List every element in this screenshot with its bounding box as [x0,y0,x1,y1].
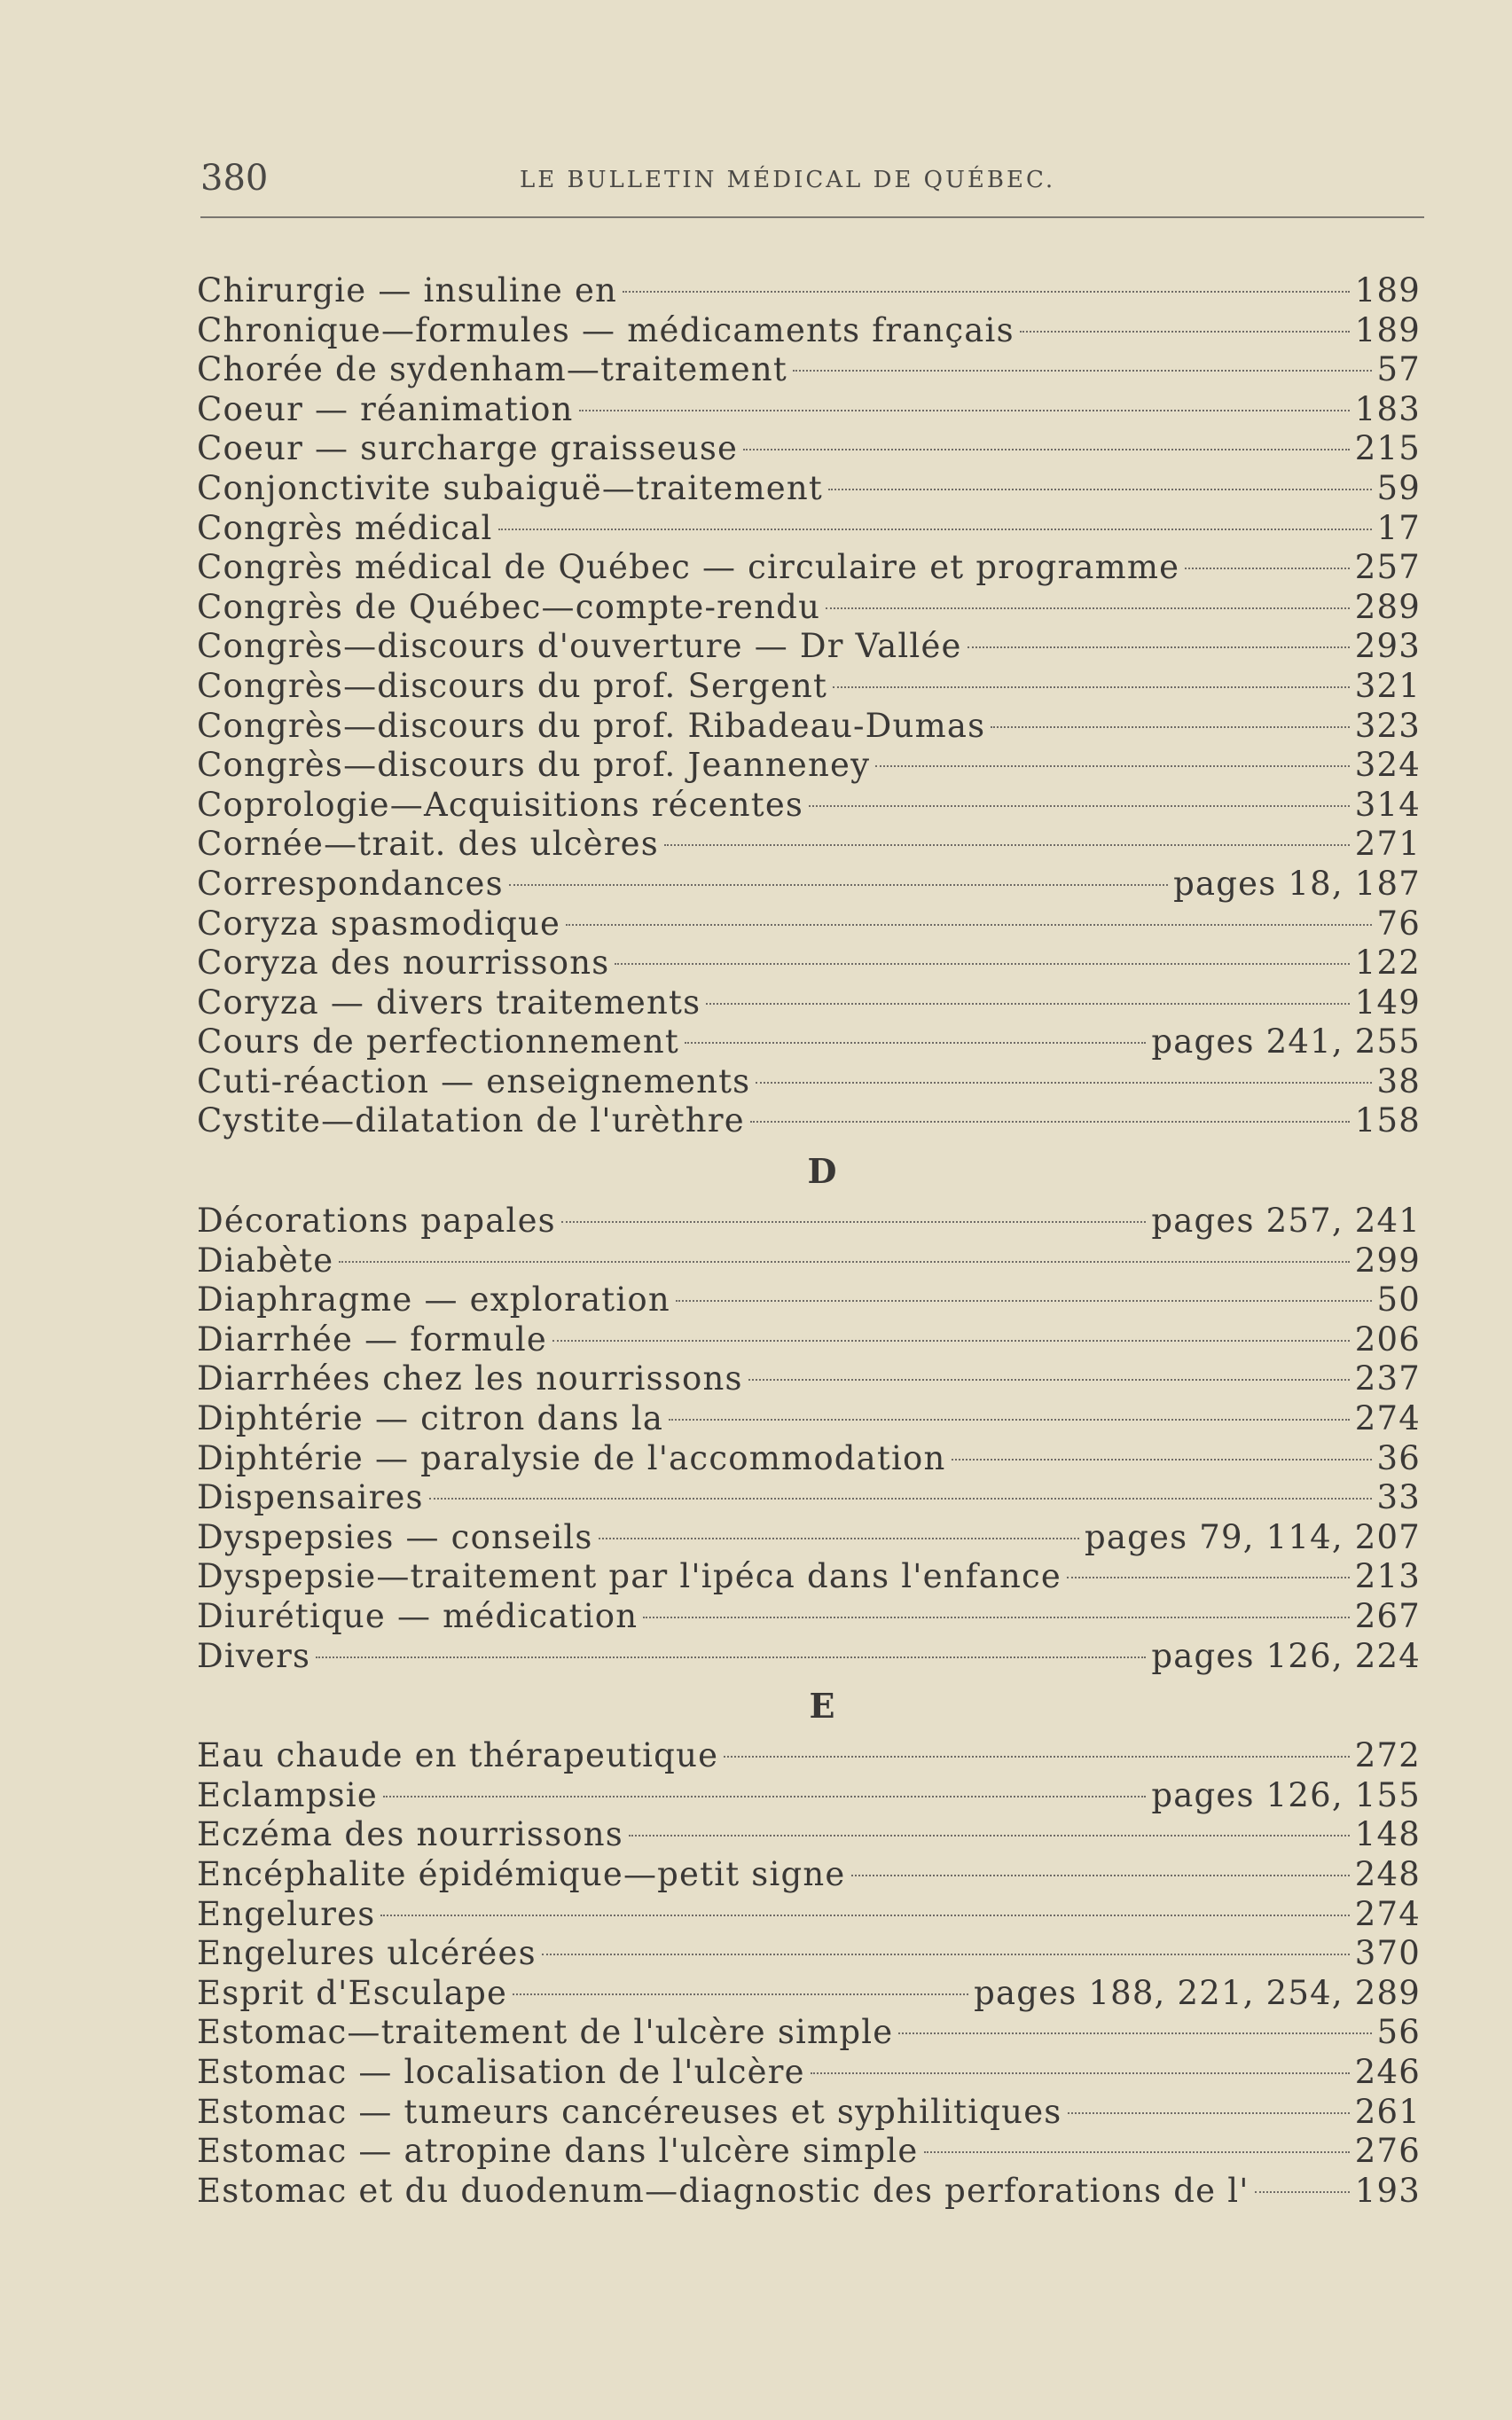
entry-pages: 57 [1376,350,1421,389]
entry-term: Engelures ulcérées [197,1934,537,1973]
entry-pages: 272 [1354,1736,1421,1775]
index-entry [197,865,1421,905]
section-letter-heading: E [809,1686,835,1727]
index-entry [197,786,1421,826]
entry-term: Estomac — atropine dans l'ulcère simple [197,2132,919,2171]
dot-leader [851,1875,1350,1876]
index-entry [197,1736,1421,1776]
dot-leader [924,2151,1350,2153]
entry-term: Coryza — divers traitements [197,983,701,1022]
entry-pages: 17 [1376,508,1421,547]
entry-pages: 299 [1354,1241,1421,1280]
index-entry [197,1202,1421,1241]
index-entry [197,1399,1421,1439]
index-entry [197,1895,1421,1935]
index-entry [197,1478,1421,1518]
index-entry [197,311,1421,351]
entry-pages: 213 [1354,1557,1421,1596]
entry-term: Coryza des nourrissons [197,944,610,983]
entry-term: Estomac et du duodenum—diagnostic des perforations de l' [197,2171,1250,2210]
dot-leader [756,1082,1371,1084]
index-entry [197,548,1421,588]
entry-term: Estomac — localisation de l'ulcère [197,2052,805,2091]
index-entry [197,1855,1421,1895]
index-entry [197,825,1421,865]
entry-term: Diphtérie — paralysie de l'accommodation [197,1438,946,1477]
entry-term: Cornée—trait. des ulcères [197,825,659,864]
entry-term: Coprologie—Acquisitions récentes [197,785,804,824]
entry-term: Diurétique — médication [197,1597,638,1635]
dot-leader [1067,1577,1350,1578]
dot-leader [669,1419,1350,1421]
index-entry [197,429,1421,469]
dot-leader [724,1756,1350,1758]
entry-term: Eczéma des nourrissons [197,1815,623,1854]
index-entry [197,944,1421,983]
entry-term: Chirurgie — insuline en [197,271,618,309]
dot-leader [542,1954,1350,1955]
index-entry [197,1934,1421,1974]
entry-term: Congrès médical de Québec — circulaire et programme [197,548,1180,587]
dot-leader [676,1300,1372,1302]
entry-term: Dyspepsie—traitement par l'ipéca dans l'enfance [197,1557,1062,1596]
dot-leader [828,489,1372,490]
dot-leader [750,1121,1350,1123]
entry-term: Dispensaires [197,1478,424,1517]
journal-title: LE BULLETIN MÉDICAL DE QUÉBEC. [520,167,1056,193]
entry-term: Diarrhée — formule [197,1320,547,1359]
entry-pages: 59 [1376,468,1421,507]
dot-leader [811,2072,1350,2074]
entry-pages: 370 [1354,1934,1421,1973]
index-entry [197,627,1421,667]
running-head [200,149,1424,202]
entry-pages: pages 257, 241 [1151,1202,1421,1241]
index-entry [197,350,1421,390]
entry-pages: 76 [1376,904,1421,943]
entry-term: Estomac — tumeurs cancéreuses et syphilitiques [197,2092,1062,2131]
index-entry [197,1518,1421,1558]
dot-leader [809,805,1350,807]
index-entry [197,271,1421,311]
entry-pages: 261 [1354,2092,1421,2131]
dot-leader [664,844,1350,846]
index-entry [197,1557,1421,1597]
entry-term: Diarrhées chez les nourrissons [197,1359,743,1398]
dot-leader [833,686,1350,688]
dot-leader [316,1656,1146,1658]
index-entry [197,667,1421,707]
entry-term: Congrès de Québec—compte-rendu [197,587,821,626]
dot-leader [748,1379,1350,1381]
index-entry [197,1320,1421,1360]
entry-pages: 314 [1354,785,1421,824]
entry-term: Congrès—discours du prof. Sergent [197,666,828,705]
dot-leader [339,1261,1349,1263]
entry-term: Chronique—formules — médicaments français [197,310,1015,349]
dot-leader [685,1042,1146,1044]
index-entry [197,1815,1421,1855]
entry-pages: 271 [1354,825,1421,864]
entry-pages: 274 [1354,1894,1421,1933]
entry-term: Congrès—discours d'ouverture — Dr Vallée [197,627,962,666]
entry-pages: 193 [1354,2171,1421,2210]
dot-leader [623,291,1350,293]
entry-pages: 38 [1376,1061,1421,1100]
dot-leader [1020,331,1350,333]
index-entry [197,1062,1421,1102]
entry-term: Cours de perfectionnement [197,1022,679,1061]
index-entry [197,1359,1421,1399]
dot-leader [952,1459,1372,1461]
entry-pages: 189 [1354,310,1421,349]
dot-leader [579,410,1350,411]
dot-leader [383,1796,1146,1797]
index-entry [197,1637,1421,1677]
dot-leader [429,1498,1372,1500]
dot-leader [380,1915,1349,1916]
dot-leader [898,2032,1371,2034]
entry-pages: 289 [1354,587,1421,626]
index-entry [197,588,1421,628]
entry-term: Cuti-réaction — enseignements [197,1061,751,1100]
entry-term: Eclampsie [197,1775,378,1814]
entry-term: Coeur — réanimation [197,389,574,428]
entry-pages: 33 [1376,1478,1421,1517]
entry-pages: 293 [1354,627,1421,666]
entry-pages: pages 188, 221, 254, 289 [974,1973,1421,2012]
entry-pages: 158 [1354,1101,1421,1140]
entry-pages: 50 [1376,1280,1421,1320]
entry-pages: 257 [1354,548,1421,587]
index-entry [197,1022,1421,1062]
entry-term: Estomac—traitement de l'ulcère simple [197,2013,894,2052]
entry-pages: 56 [1376,2013,1421,2052]
dot-leader [615,963,1349,965]
index-entry [197,707,1421,747]
index-entry [197,1439,1421,1479]
index-entry [197,509,1421,549]
entry-term: Eau chaude en thérapeutique [197,1736,719,1775]
index-entry [197,905,1421,944]
entry-term: Correspondances [197,864,504,903]
entry-pages: 274 [1354,1399,1421,1438]
index-entry [197,1280,1421,1320]
entry-term: Décorations papales [197,1202,556,1241]
dot-leader [513,1993,968,1995]
entry-pages: 248 [1354,1854,1421,1893]
dot-leader [1185,568,1349,569]
index-entry [197,2172,1421,2212]
entry-pages: 189 [1354,271,1421,309]
entry-term: Diphtérie — citron dans la [197,1399,664,1438]
dot-leader [875,765,1350,767]
entry-term: Congrès—discours du prof. Ribadeau-Dumas [197,706,986,745]
entry-pages: 206 [1354,1320,1421,1359]
entry-term: Esprit d'Esculape [197,1973,508,2012]
entry-term: Diaphragme — exploration [197,1280,670,1320]
entry-pages: 122 [1354,944,1421,983]
index-entry [197,1101,1421,1141]
index-entry [197,1597,1421,1637]
index-entry [197,2132,1421,2172]
entry-term: Congrès—discours du prof. Jeanneney [197,746,871,785]
dot-leader [991,726,1349,728]
entry-pages: pages 126, 155 [1151,1775,1421,1814]
dot-leader [509,884,1168,886]
entry-term: Divers [197,1636,311,1675]
entry-term: Encéphalite épidémique—petit signe [197,1854,846,1893]
index-entry [197,1974,1421,2014]
entry-term: Cystite—dilatation de l'urèthre [197,1101,745,1140]
dot-leader [629,1835,1350,1837]
entry-pages: 323 [1354,706,1421,745]
entry-pages: 148 [1354,1815,1421,1854]
dot-leader [826,607,1350,609]
entry-pages: pages 241, 255 [1151,1022,1421,1061]
dot-leader [561,1221,1146,1223]
dot-leader [498,529,1372,530]
entry-pages: 237 [1354,1359,1421,1398]
entry-term: Engelures [197,1894,376,1933]
dot-leader [1068,2112,1350,2114]
entry-pages: 149 [1354,983,1421,1022]
dot-leader [599,1538,1079,1539]
section-letter-heading: D [807,1151,837,1192]
entry-pages: 183 [1354,389,1421,428]
entry-pages: pages 18, 187 [1173,864,1421,903]
dot-leader [968,646,1350,648]
entry-pages: 246 [1354,2052,1421,2091]
index-entry [197,469,1421,509]
dot-leader [566,924,1371,926]
index-entry [197,2053,1421,2093]
entry-pages: 276 [1354,2132,1421,2171]
index-entry [197,746,1421,786]
entry-pages: 321 [1354,666,1421,705]
entry-pages: 215 [1354,429,1421,468]
entry-pages: pages 79, 114, 207 [1084,1517,1421,1556]
index-entry [197,1776,1421,1816]
index-entry [197,983,1421,1023]
entry-term: Diabète [197,1241,334,1280]
index-entry [197,2013,1421,2053]
entry-term: Coeur — surcharge graisseuse [197,429,739,468]
entry-term: Chorée de sydenham—traitement [197,350,787,389]
dot-leader [1255,2191,1350,2193]
entry-pages: pages 126, 224 [1151,1636,1421,1675]
page-number: 380 [200,158,269,199]
entry-pages: 36 [1376,1438,1421,1477]
entry-term: Dyspepsies — conseils [197,1517,593,1556]
index-entry [197,2093,1421,2133]
index-list [197,271,1421,2211]
dot-leader [552,1340,1350,1342]
entry-term: Coryza spasmodique [197,904,561,943]
entry-term: Congrès médical [197,508,493,547]
entry-pages: 267 [1354,1597,1421,1635]
dot-leader [643,1617,1350,1618]
dot-leader [743,449,1350,450]
dot-leader [706,1003,1349,1005]
index-entry [197,390,1421,430]
entry-term: Conjonctivite subaiguë—traitement [197,468,823,507]
index-entry [197,1241,1421,1281]
dot-leader [793,370,1372,372]
header-rule [200,216,1424,218]
entry-pages: 324 [1354,746,1421,785]
